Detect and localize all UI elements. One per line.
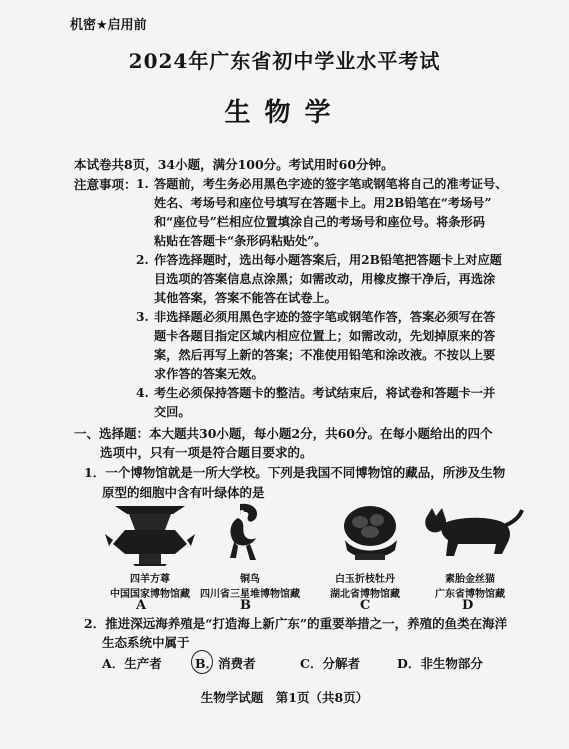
notice-line: 目选项的答案信息点涂黑；如需改动，用橡皮擦干净后，再选涂 [154,272,496,286]
question-line: 生态系统中属于 [102,635,190,650]
confidential-label: 机密★启用前 [70,18,147,33]
exam-title: 2024年广东省初中学业水平考试 [128,49,441,73]
q2-option-b: B．消费者 [195,656,256,671]
notice-line: 题卡各题目指定区域内相应位置上；如需改动，先划掉原来的答 [154,329,496,343]
ceramic-cat-icon [418,500,528,568]
artifact-museum: 四川省三星堆博物馆藏 [200,589,300,600]
artifact-name: 素胎金丝猫 [445,574,495,585]
notice-item [136,251,508,308]
bronze-bird-icon [190,500,300,568]
q2-option-c: C．分解者 [300,656,360,671]
question-1-stem [84,463,505,503]
artifact-name: 白玉折枝牡丹 [335,574,395,585]
page-footer: 生物学试题 第1页（共8页） [200,690,369,705]
question-line: 2．推进深远海养殖是“打造海上新广东”的重要举措之一，养殖的鱼类在海洋 [84,616,508,631]
notice-item [136,308,508,384]
exam-summary: 本试卷共8页，34小题，满分100分。考试用时60分钟。 [74,157,394,172]
option-letter-a: A [136,598,147,613]
subject-title: 生物学 [224,98,345,128]
artifact-name: 铜鸟 [240,574,260,585]
notice-label: 注意事项： [74,177,137,192]
section-line: 选项中，只有一项是符合题目要求的。 [100,445,313,460]
bronze-zun-icon [95,500,205,568]
option-letter-c: C [360,598,371,613]
question-line: 原型的细胞中含有叶绿体的是 [102,485,265,500]
artifact-caption [95,572,205,602]
jade-peony-icon [315,500,425,568]
notice-line: 答题前，考生务必用黑色字迹的签字笔或钢笔将自己的准考证号、 [154,177,508,191]
option-letter-b: B [240,598,251,613]
notice-line: 粘贴在答题卡“条形码粘贴处”。 [154,234,327,248]
answer-circle-mark [191,650,213,674]
notice-line: 姓名、考场号和座位号填写在答题卡上。用2B铅笔在“考场号” [154,196,492,210]
question-line: 1．一个博物馆就是一所大学校。下列是我国不同博物馆的藏品，所涉及生物 [84,465,506,480]
artifact-museum: 中国国家博物馆藏 [110,589,190,600]
q2-option-d: D．非生物部分 [397,656,483,671]
artifact-name: 四羊方尊 [130,574,170,585]
artifact-museum: 广东省博物馆藏 [435,589,505,600]
notice-item [136,384,508,422]
notice-list [136,175,508,422]
section-line: 一、选择题：本大题共30小题，每小题2分，共60分。在每小题给出的四个 [74,426,493,441]
notice-line: 作答选择题时，选出每小题答案后，用2B铅笔把答题卡上对应题 [154,253,502,267]
q2-option-a: A．生产者 [102,656,162,671]
notice-line: 考生必须保持答题卡的整洁。考试结束后，将试卷和答题卡一并 [154,386,496,400]
notice-line: 求作答的答案无效。 [154,367,264,381]
notice-line: 交回。 [154,405,191,419]
notice-line: 非选择题必须用黑色字迹的签字笔或钢笔作答，答案必须写在答 [154,310,496,324]
option-letter-d: D [462,598,474,613]
notice-line: 其他答案，答案不能答在试卷上。 [154,291,337,305]
artifact-museum: 湖北省博物馆藏 [330,589,400,600]
section-heading [74,424,493,462]
notice-item [136,175,508,251]
notice-number: 4. [136,386,149,400]
notice-number: 1. [136,177,149,191]
notice-number: 3. [136,310,149,324]
question-2-stem [84,614,507,652]
notice-line: 案，然后再写上新的答案；不准使用铅笔和涂改液。不按以上要 [154,348,496,362]
notice-line: 和“座位号”栏相应位置填涂自己的考场号和座位号。将条形码 [154,215,485,229]
notice-number: 2. [136,253,149,267]
